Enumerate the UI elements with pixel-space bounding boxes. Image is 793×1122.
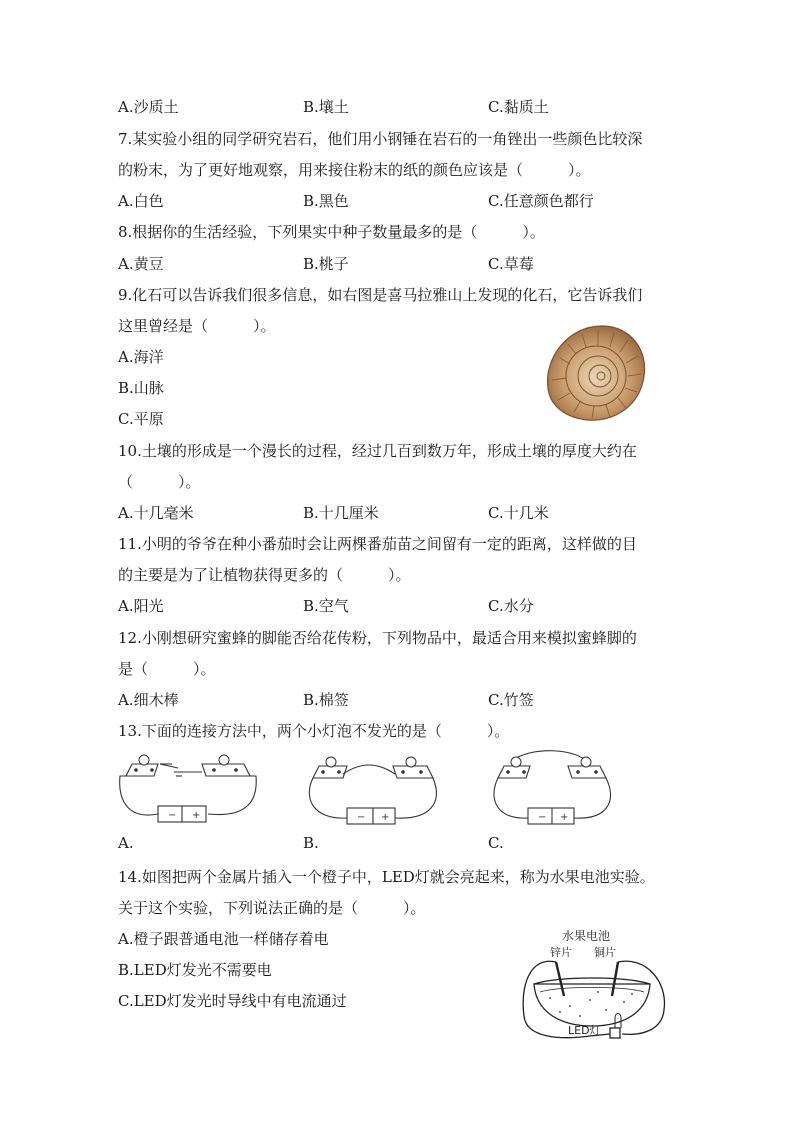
q9-stem-line2: 这里曾经是（ ）。 <box>118 317 276 335</box>
q10-option-b: B.十几厘米 <box>303 504 379 522</box>
q13-stem: 13.下面的连接方法中，两个小灯泡不发光的是（ ）。 <box>118 722 510 740</box>
q14-option-a: A.橙子跟普通电池一样储存着电 <box>118 930 329 948</box>
q14-stem-line2: 关于这个实验，下列说法正确的是（ ）。 <box>118 899 426 917</box>
q11-stem-line2: 的主要是为了让植物获得更多的（ ）。 <box>118 566 411 584</box>
q7-stem-line2: 的粉末，为了更好地观察，用来接住粉末的纸的颜色应该是（ ）。 <box>118 161 591 179</box>
q9-stem-line1: 9.化石可以告诉我们很多信息，如右图是喜马拉雅山上发现的化石，它告诉我们 <box>118 286 643 304</box>
battery-minus-label: − <box>538 812 547 823</box>
q6-option-a: A.沙质土 <box>118 98 179 116</box>
circuit-diagram-c <box>488 748 618 828</box>
q8-stem: 8.根据你的生活经验，下列果实中种子数量最多的是（ ）。 <box>118 223 545 241</box>
q7-stem-line1: 7.某实验小组的同学研究岩石，他们用小钢锤在岩石的一角锉出一些颜色比较深 <box>118 130 643 148</box>
battery-plus-label: + <box>560 812 569 823</box>
circuit-diagram-b <box>303 748 443 828</box>
battery-plus-label: + <box>192 810 201 821</box>
led-label: LED灯 <box>568 1024 601 1037</box>
q12-option-c: C.竹签 <box>488 691 534 709</box>
q6-option-b: B.壤土 <box>303 98 349 116</box>
battery-plus-label: + <box>381 812 390 823</box>
q11-option-a: A.阳光 <box>118 597 164 615</box>
q12-option-b: B.棉签 <box>303 691 349 709</box>
q14-stem-line1: 14.如图把两个金属片插入一个橙子中，LED灯就会亮起来，称为水果电池实验。 <box>118 868 655 886</box>
q8-option-b: B.桃子 <box>303 255 349 273</box>
q7-option-c: C.任意颜色都行 <box>488 192 594 210</box>
zinc-plate-label: 锌片 <box>550 946 572 959</box>
q9-option-a: A.海洋 <box>118 348 164 366</box>
q10-option-c: C.十几米 <box>488 504 549 522</box>
circuit-diagram-a <box>118 748 258 828</box>
q11-option-b: B.空气 <box>303 597 349 615</box>
q13-option-c: C. <box>488 834 504 852</box>
q9-option-b: B.山脉 <box>118 379 164 397</box>
q12-stem-line2: 是（ ）。 <box>118 660 216 678</box>
q9-option-c: C.平原 <box>118 410 164 428</box>
battery-minus-label: − <box>357 812 366 823</box>
q8-option-c: C.草莓 <box>488 255 534 273</box>
fruit-battery-title: 水果电池 <box>562 929 611 943</box>
ammonite-fossil-image <box>540 318 652 426</box>
q13-option-a: A. <box>118 834 134 852</box>
q11-option-c: C.水分 <box>488 597 534 615</box>
q13-option-b: B. <box>303 834 319 852</box>
q7-option-a: A.白色 <box>118 192 164 210</box>
copper-plate-label: 铜片 <box>594 946 616 959</box>
q10-option-a: A.十几毫米 <box>118 504 194 522</box>
q12-option-a: A.细木棒 <box>118 691 179 709</box>
q11-stem-line1: 11.小明的爷爷在种小番茄时会让两棵番茄苗之间留有一定的距离，这样做的目 <box>118 535 637 553</box>
q10-stem-line1: 10.土壤的形成是一个漫长的过程，经过几百到数万年，形成土壤的厚度大约在 <box>118 442 637 460</box>
battery-minus-label: − <box>168 810 177 821</box>
q8-option-a: A.黄豆 <box>118 255 164 273</box>
q7-option-b: B.黑色 <box>303 192 349 210</box>
q10-stem-line2: （ ）。 <box>118 473 201 491</box>
fruit-battery-figure <box>520 926 670 1044</box>
q14-option-c: C.LED灯发光时导线中有电流通过 <box>118 992 347 1010</box>
q6-option-c: C.黏质土 <box>488 98 549 116</box>
q14-option-b: B.LED灯发光不需要电 <box>118 961 272 979</box>
q12-stem-line1: 12.小刚想研究蜜蜂的脚能否给花传粉，下列物品中，最适合用来模拟蜜蜂脚的 <box>118 629 637 647</box>
